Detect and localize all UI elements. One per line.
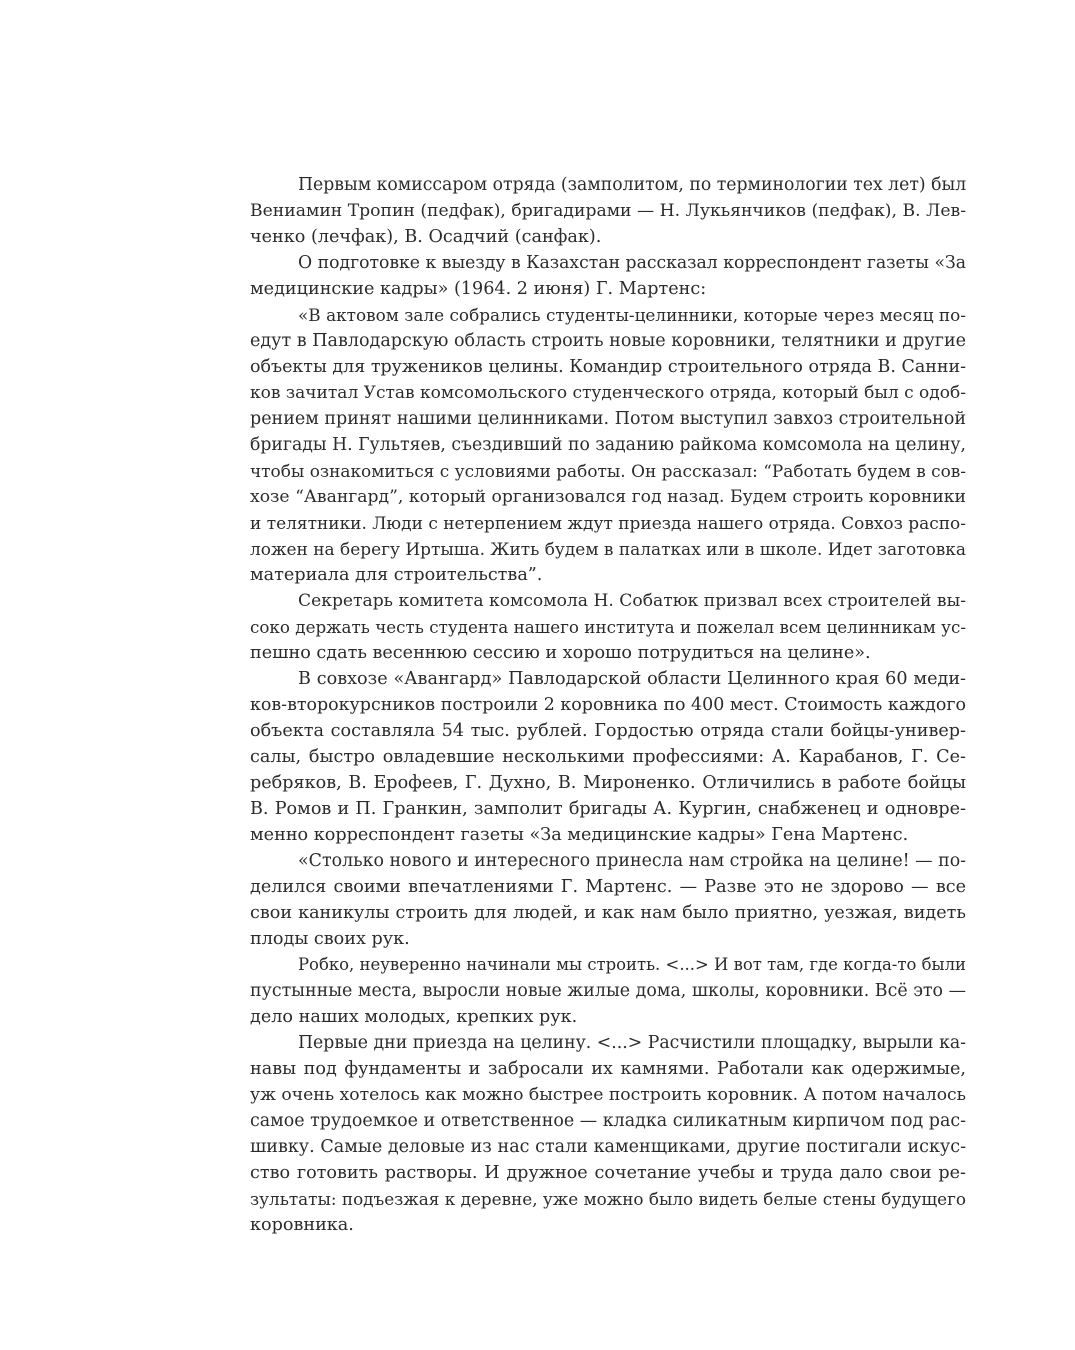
text-line: самое трудоемкое и ответственное — кладка силикатным кирпичом под рас-	[250, 1111, 967, 1131]
text-line: объекта составляла 54 тыс. рублей. Гордостью отряда стали бойцы-универ-	[250, 721, 966, 741]
text-line: объекты для тружеников целины. Командир строительного отряда В. Санни-	[250, 357, 966, 377]
text-line: ство готовить растворы. И дружное сочетание учебы и труда дало свои ре-	[250, 1163, 966, 1183]
text-line: чтобы ознакомиться с условиями работы. Он рассказал: “Работать будем в сов-	[250, 461, 966, 481]
text-line: хозе “Авангард”, который организовался год назад. Будем строить коровники	[250, 487, 966, 507]
text-line: Робко, неуверенно начинали мы строить. <...> И вот там, где когда-то были	[298, 955, 966, 974]
text-line: рением принят нашими целинниками. Потом выступил завхоз строительной	[250, 409, 966, 429]
text-line: ченко (лечфак), В. Осадчий (санфак).	[250, 227, 602, 247]
text-line: салы, быстро овладевшие несколькими профессиями: А. Карабанов, Г. Се-	[250, 747, 966, 767]
text-line: свои каникулы строить для людей, и как нам было приятно, уезжая, видеть	[250, 903, 966, 923]
paragraph	[250, 588, 966, 666]
paragraph	[250, 848, 966, 952]
text-line: пустынные места, выросли новые жилые дома, школы, коровники. Всё это —	[250, 981, 966, 1001]
text-line: шивку. Самые деловые из нас стали каменщиками, другие постигали искус-	[250, 1137, 966, 1157]
text-line: дело наших молодых, крепких рук.	[250, 1007, 578, 1027]
text-line: пешно сдать весеннюю сессию и хорошо потрудиться на целине».	[250, 643, 871, 663]
text-line: В совхозе «Авангард» Павлодарской области Целинного края 60 меди-	[298, 669, 966, 689]
paragraph	[250, 1030, 966, 1238]
text-line: менно корреспондент газеты «За медицинские кадры» Гена Мартенс.	[250, 825, 909, 845]
text-line: ребряков, В. Ерофеев, Г. Духно, В. Мироненко. Отличились в работе бойцы	[250, 773, 966, 793]
text-line: соко держать честь студента нашего института и пожелал всем целинникам ус-	[250, 617, 966, 637]
text-line: материала для строительства”.	[250, 565, 543, 585]
text-line: «Столько нового и интересного принесла нам стройка на целине! — по-	[298, 851, 967, 871]
text-line: уж очень хотелось как можно быстрее построить коровник. А потом началось	[250, 1085, 966, 1105]
text-line: зультаты: подъезжая к деревне, уже можно было видеть белые стены будущего	[250, 1189, 966, 1209]
text-line: «В актовом зале собрались студенты-целинники, которые через месяц по-	[298, 305, 966, 325]
text-line: В. Ромов и П. Гранкин, замполит бригады А. Кургин, снабженец и одновре-	[250, 799, 966, 819]
text-line: плоды своих рук.	[250, 929, 410, 949]
text-line: навы под фундаменты и забросали их камнями. Работали как одержимые,	[250, 1059, 966, 1079]
text-line: ков зачитал Устав комсомольского студенческого отряда, который был с одоб-	[250, 383, 966, 403]
body-text	[250, 172, 966, 1238]
text-line: и телятники. Люди с нетерпением ждут приезда нашего отряда. Совхоз распо-	[250, 513, 966, 533]
text-line: ков-второкурсников построили 2 коровника по 400 мест. Стоимость каждого	[250, 695, 966, 715]
text-line: Первые дни приезда на целину. <...> Расчистили площадку, вырыли ка-	[298, 1033, 966, 1053]
paragraph	[250, 302, 966, 588]
text-line: бригады Н. Гультяев, съездивший по заданию райкома комсомола на целину,	[250, 435, 966, 455]
paragraph	[250, 172, 966, 250]
text-line: медицинские кадры» (1964. 2 июня) Г. Мартенс:	[250, 279, 707, 299]
paragraph	[250, 952, 966, 1030]
text-line: О подготовке к выезду в Казахстан рассказал корреспондент газеты «За	[298, 253, 966, 273]
text-line: коровника.	[250, 1215, 354, 1235]
text-line: Вениамин Тропин (педфак), бригадирами — Н. Лукьянчиков (педфак), В. Лев-	[250, 201, 966, 221]
text-line: Секретарь комитета комсомола Н. Собатюк призвал всех строителей вы-	[298, 591, 966, 611]
paragraph	[250, 666, 966, 848]
text-line: ложен на берегу Иртыша. Жить будем в палатках или в школе. Идет заготовка	[250, 539, 966, 559]
paragraph	[250, 250, 966, 302]
text-line: едут в Павлодарскую область строить новые коровники, телятники и другие	[250, 331, 966, 351]
text-line: Первым комиссаром отряда (замполитом, по терминологии тех лет) был	[298, 175, 967, 195]
text-line: делился своими впечатлениями Г. Мартенс. — Разве это не здорово — все	[250, 877, 966, 897]
